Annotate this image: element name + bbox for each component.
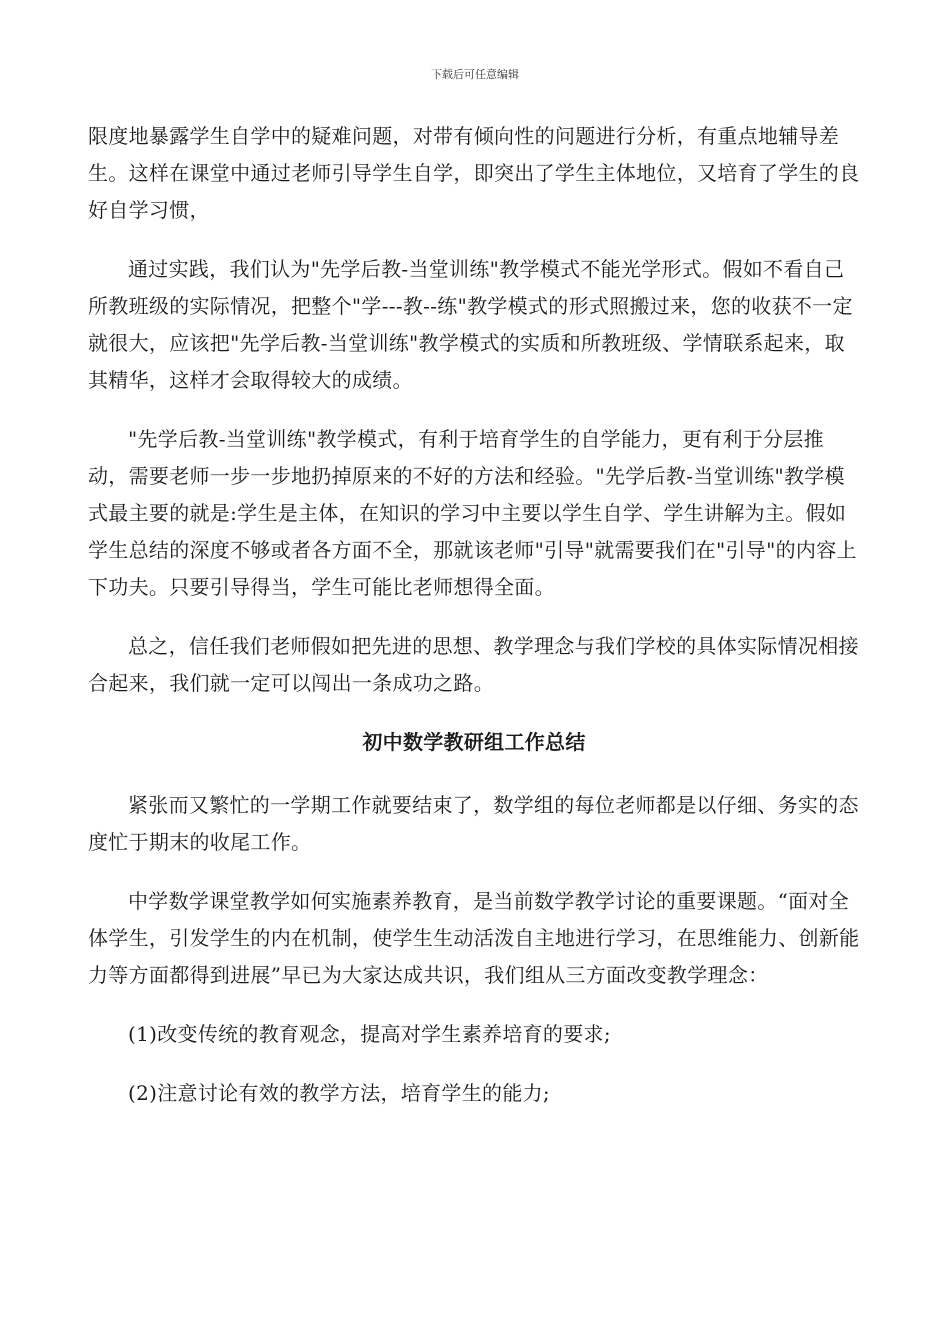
list-item: (1)改变传统的教育观念，提高对学生素养培育的要求; [128, 1022, 611, 1046]
page-header: 下载后可任意编辑 [431, 68, 519, 81]
paragraph: 限度地暴露学生自学中的疑难问题，对带有倾向性的问题进行分析，有重点地辅导差生。这样在课堂中通过老师引导学生自学，即突出了学生主体地位，又培育了学生的良好自学习惯， [88, 124, 860, 222]
paragraph: 通过实践，我们认为"先学后教-当堂训练"教学模式不能光学形式。假如不看自己所教班级的实际情况，把整个"学---教--练"教学模式的形式照搬过来，您的收获不一定就很大，应该把"先学后教-当堂训练"教学模式的实质和所教班级、学情联系起来，取其精华，这样才会取得较大的成绩。 [88, 257, 853, 392]
list-item: (2)注意讨论有效的教学方法，培育学生的能力; [128, 1081, 550, 1105]
document-body [88, 118, 860, 1134]
paragraph: 总之，信任我们老师假如把先进的思想、教学理念与我们学校的具体实际情况相接合起来，我们就一定可以闯出一条成功之路。 [88, 634, 859, 695]
section-title: 初中数学教研组工作总结 [362, 730, 586, 754]
paragraph: 中学数学课堂教学如何实施素养教育，是当前数学教学讨论的重要课题。“面对全体学生，引发学生的内在机制，使学生生动活泼自主地进行学习，在思维能力、创新能力等方面都得到进展”早已为大家达成共识，我们组从三方面改变教学理念： [88, 889, 860, 987]
paragraph: 紧张而又繁忙的一学期工作就要结束了，数学组的每位老师都是以仔细、务实的态度忙于期末的收尾工作。 [88, 793, 859, 854]
paragraph: "先学后教-当堂训练"教学模式，有利于培育学生的自学能力，更有利于分层推动，需要老师一步一步地扔掉原来的不好的方法和经验。"先学后教-当堂训练"教学模式最主要的就是:学生是主体，在知识的学习中主要以学生自学、学生讲解为主。假如学生总结的深度不够或者各方面不全，那就该老师"引导"就需要我们在"引导"的内容上下功夫。只要引导得当，学生可能比老师想得全面。 [88, 427, 857, 599]
